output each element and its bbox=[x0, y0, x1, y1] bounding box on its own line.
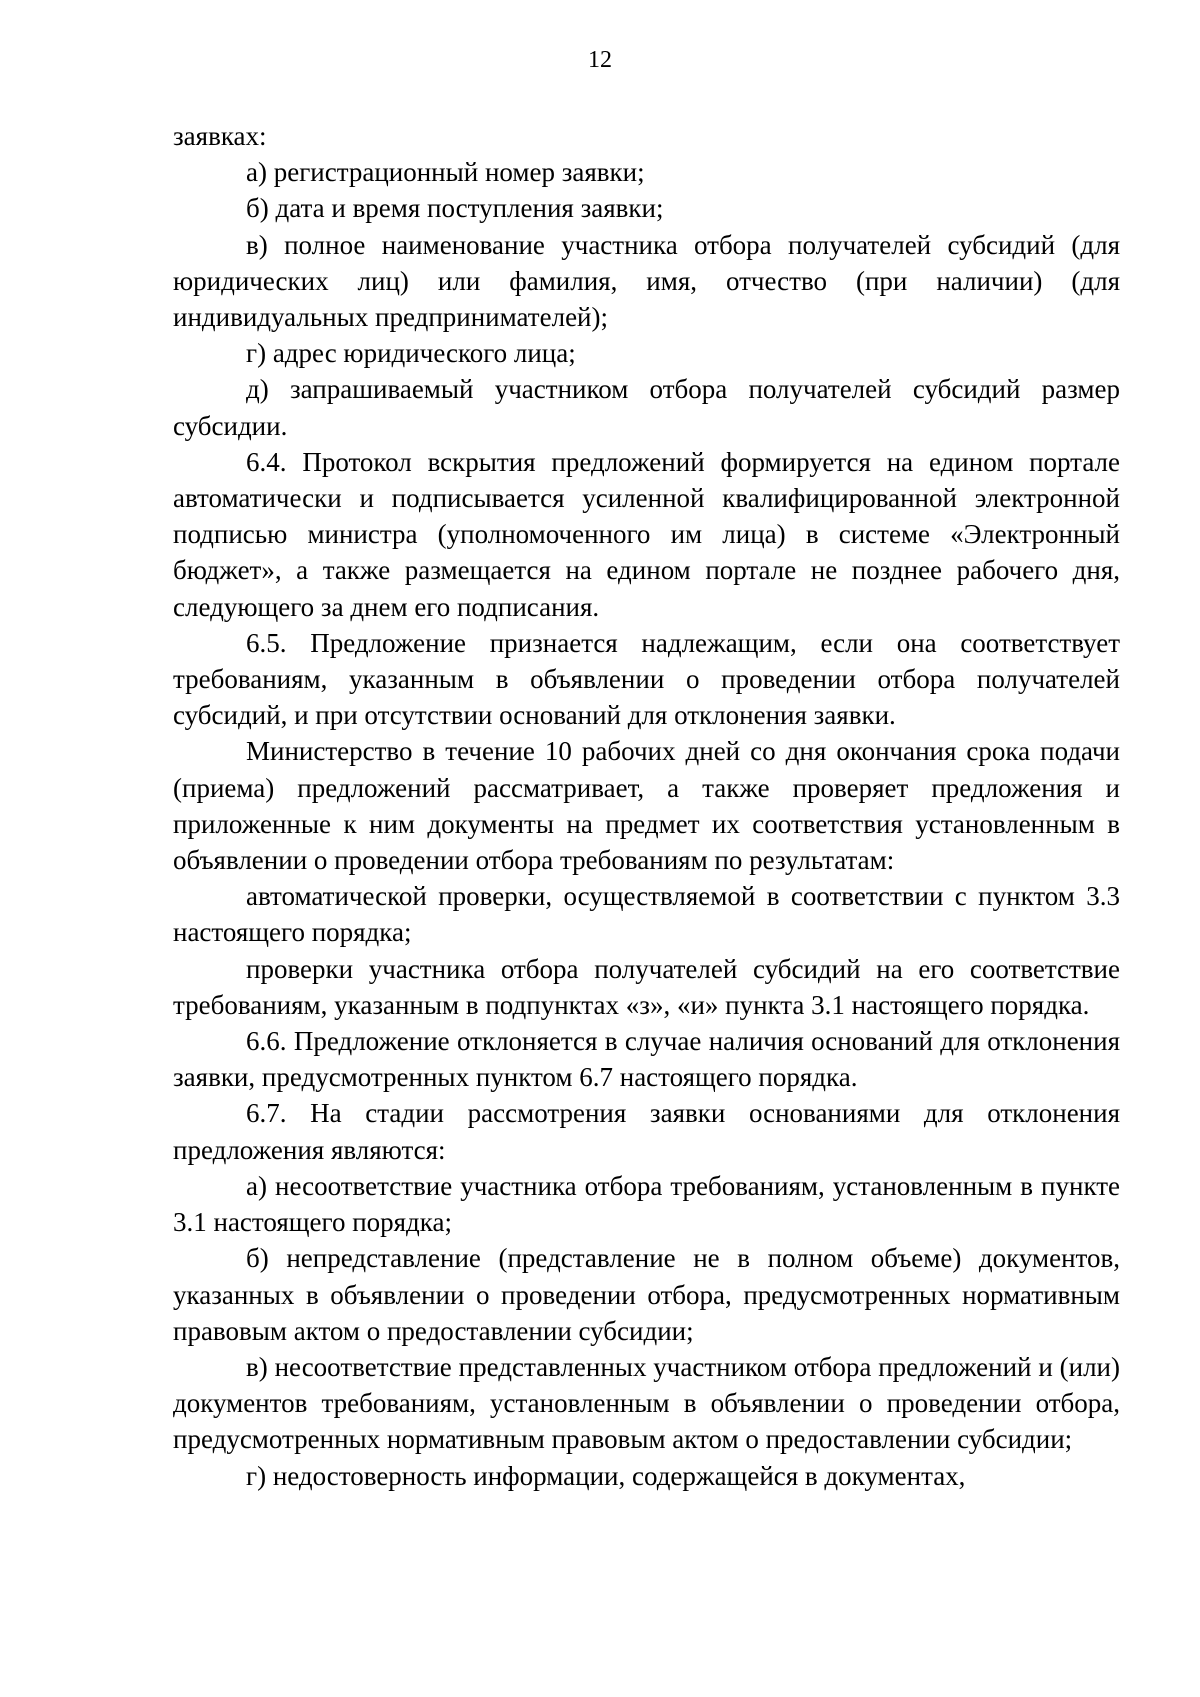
paragraph: автоматической проверки, осуществляемой в соответствии с пунктом 3.3 настоящего порядка; bbox=[173, 881, 1120, 948]
paragraph: д) запрашиваемый участником отбора получателей субсидий размер субсидии. bbox=[173, 374, 1120, 441]
paragraph: а) регистрационный номер заявки; bbox=[246, 157, 645, 188]
document-body bbox=[173, 118, 1120, 1494]
paragraph: 6.4. Протокол вскрытия предложений формируется на едином портале автоматически и подписывается усиленной квалифицированной электронной подписью министра (уполномоченного им лица) в системе «Электронный бюджет», а также размещается на едином портале не позднее рабочего дня, следующего за днем его подписания. bbox=[173, 446, 1120, 622]
paragraph: проверки участника отбора получателей субсидий на его соответствие требованиям, указанным в подпунктах «з», «и» пункта 3.1 настоящего порядка. bbox=[173, 953, 1120, 1020]
paragraph: в) несоответствие представленных участником отбора предложений и (или) документов требованиям, установленным в объявлении о проведении отбора, предусмотренных нормативным правовым актом о предоставлении субсидии; bbox=[173, 1351, 1120, 1455]
paragraph: б) дата и время поступления заявки; bbox=[246, 193, 664, 224]
paragraph: 6.7. На стадии рассмотрения заявки основаниями для отклонения предложения являются: bbox=[173, 1098, 1120, 1165]
paragraph: заявках: bbox=[173, 121, 267, 151]
paragraph: г) адрес юридического лица; bbox=[246, 338, 576, 369]
paragraph: 6.6. Предложение отклоняется в случае наличия оснований для отклонения заявки, предусмотренных пунктом 6.7 настоящего порядка. bbox=[173, 1026, 1120, 1093]
paragraph: 6.5. Предложение признается надлежащим, если она соответствует требованиям, указанным в объявлении о проведении отбора получателей субсидий, и при отсутствии оснований для отклонения заявки. bbox=[173, 627, 1120, 731]
paragraph: б) непредставление (представление не в полном объеме) документов, указанных в объявлении о проведении отбора, предусмотренных нормативным правовым актом о предоставлении субсидии; bbox=[173, 1243, 1120, 1346]
page-number: 12 bbox=[588, 47, 612, 73]
paragraph: Министерство в течение 10 рабочих дней со дня окончания срока подачи (приема) предложений рассматривает, а также проверяет предложения и приложенные к ним документы на предмет их соответствия установленным в объявлении о проведении отбора требованиям по результатам: bbox=[173, 736, 1120, 876]
paragraph: а) несоответствие участника отбора требованиям, установленным в пункте 3.1 настоящего порядка; bbox=[173, 1170, 1120, 1238]
paragraph: в) полное наименование участника отбора получателей субсидий (для юридических лиц) или фамилия, имя, отчество (при наличии) (для индивидуальных предпринимателей); bbox=[173, 229, 1120, 333]
paragraph: г) недостоверность информации, содержащейся в документах, bbox=[246, 1460, 966, 1491]
